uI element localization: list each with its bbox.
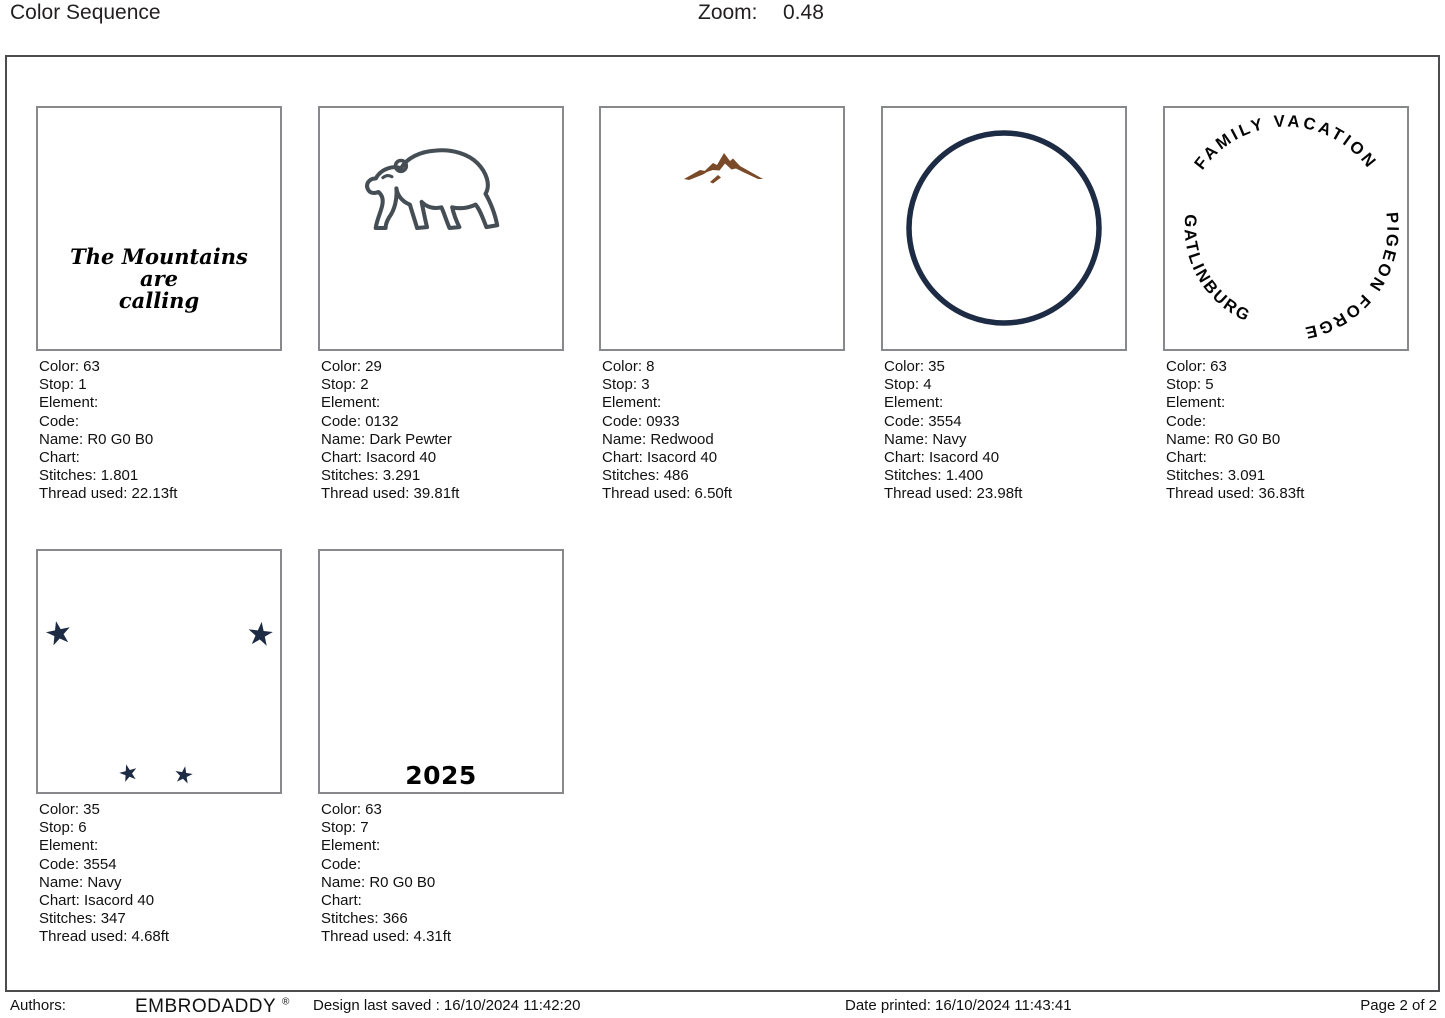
detail-line: Color: 35 (884, 358, 945, 375)
svg-text:FAMILY VACATION (1190, 111, 1381, 173)
detail-line: Code: (321, 855, 362, 873)
thumbnail-stop-7 (318, 549, 564, 794)
year-text-art: 2025 (405, 761, 477, 790)
thumbnail-stop-6 (36, 549, 282, 794)
ring-text-right: PIGEON FORGE (1301, 211, 1403, 343)
detail-line: Thread used: 39.81ft (321, 485, 460, 503)
detail-line: Chart: (39, 449, 80, 467)
script-line-1: The Mountains (70, 244, 248, 269)
brand-text: EMBRODADDY (135, 996, 277, 1017)
detail-line: Stop: 5 (1166, 376, 1214, 394)
detail-line: Code: 0132 (321, 412, 399, 430)
detail-line: Stop: 6 (39, 819, 87, 837)
detail-line: Color: 35 (39, 801, 100, 818)
ring-text-top: FAMILY VACATION (1190, 111, 1382, 174)
detail-line: Chart: Isacord 40 (39, 892, 155, 910)
circular-text-art (1165, 108, 1407, 349)
detail-line: Stitches: 1.400 (884, 467, 984, 485)
thumbnail-stop-1 (36, 106, 282, 351)
detail-line: Stop: 3 (602, 376, 650, 394)
detail-line: Stitches: 3.091 (1166, 467, 1266, 485)
detail-line: Element: (39, 394, 99, 412)
star-icon (174, 765, 194, 784)
zoom-label: Zoom: (698, 1, 758, 24)
script-line-2: are (139, 266, 179, 291)
detail-line: Thread used: 36.83ft (1166, 485, 1305, 503)
thumbnail-stop-2 (318, 106, 564, 351)
detail-line: Code: 3554 (39, 855, 117, 873)
mountain-ridge-icon (683, 150, 765, 192)
detail-line: Stop: 1 (39, 376, 87, 394)
detail-line: Color: 63 (321, 801, 382, 818)
detail-line: Chart: (1166, 449, 1207, 467)
color-details-5 (1166, 358, 1442, 504)
page-indicator: Page 2 of 2 (1360, 997, 1437, 1014)
detail-line: Name: R0 G0 B0 (321, 873, 436, 891)
authors-label: Authors: (10, 997, 66, 1014)
star-icon (247, 621, 274, 647)
detail-line: Thread used: 4.31ft (321, 928, 452, 946)
detail-line: Chart: Isacord 40 (602, 449, 718, 467)
thumbnail-stop-3 (599, 106, 845, 351)
detail-line: Element: (1166, 394, 1226, 412)
star-icon (118, 762, 139, 783)
detail-line: Code: 3554 (884, 412, 962, 430)
detail-line: Chart: Isacord 40 (884, 449, 1000, 467)
detail-line: Color: 63 (1166, 358, 1227, 375)
detail-line: Thread used: 6.50ft (602, 485, 733, 503)
color-details-2 (321, 358, 597, 504)
color-details-3 (602, 358, 878, 504)
design-last-saved: Design last saved : 16/10/2024 11:42:20 (313, 997, 581, 1014)
detail-line: Element: (602, 394, 662, 412)
stars-art (38, 551, 280, 792)
zoom-value: 0.48 (783, 1, 824, 24)
registered-mark: ® (281, 996, 290, 1008)
detail-line: Element: (321, 837, 381, 855)
detail-line: Stitches: 486 (602, 467, 689, 485)
color-details-1 (39, 358, 315, 504)
color-details-4 (884, 358, 1160, 504)
detail-line: Thread used: 4.68ft (39, 928, 170, 946)
detail-line: Name: Navy (39, 873, 122, 891)
detail-line: Chart: (321, 892, 362, 910)
ring-text-left: GATLINBURG (1180, 213, 1255, 326)
detail-line: Stop: 4 (884, 376, 932, 394)
detail-line: Stop: 7 (321, 819, 369, 837)
detail-line: Stitches: 3.291 (321, 467, 421, 485)
detail-line: Element: (39, 837, 99, 855)
detail-line: Code: (1166, 412, 1207, 430)
detail-line: Color: 8 (602, 358, 655, 375)
detail-line: Name: R0 G0 B0 (39, 430, 154, 448)
stitched-circle-icon (883, 108, 1125, 349)
detail-line: Code: 0933 (602, 412, 680, 430)
thumbnail-stop-4 (881, 106, 1127, 351)
script-text-art (38, 246, 280, 312)
brand-name (135, 996, 290, 1018)
svg-text:PIGEON FORGE (1302, 211, 1403, 342)
page-title: Color Sequence (10, 1, 161, 24)
bear-outline-icon (355, 138, 535, 255)
detail-line: Chart: Isacord 40 (321, 449, 437, 467)
detail-line: Stitches: 366 (321, 910, 408, 928)
detail-line: Stop: 2 (321, 376, 369, 394)
detail-line: Stitches: 1.801 (39, 467, 139, 485)
detail-line: Color: 63 (39, 358, 100, 375)
color-sequence-frame (5, 55, 1440, 992)
detail-line: Element: (884, 394, 944, 412)
star-icon (44, 619, 73, 647)
detail-line: Name: R0 G0 B0 (1166, 430, 1281, 448)
script-line-3: calling (118, 288, 200, 313)
date-printed: Date printed: 16/10/2024 11:43:41 (845, 997, 1072, 1014)
detail-line: Name: Dark Pewter (321, 430, 452, 448)
detail-line: Thread used: 23.98ft (884, 485, 1023, 503)
thumbnail-stop-5 (1163, 106, 1409, 351)
detail-line: Thread used: 22.13ft (39, 485, 178, 503)
svg-text:GATLINBURG (1180, 214, 1254, 326)
detail-line: Name: Redwood (602, 430, 714, 448)
color-details-6 (39, 801, 315, 947)
detail-line: Stitches: 347 (39, 910, 126, 928)
detail-line: Color: 29 (321, 358, 382, 375)
detail-line: Element: (321, 394, 381, 412)
color-details-7 (321, 801, 597, 947)
detail-line: Code: (39, 412, 80, 430)
detail-line: Name: Navy (884, 430, 967, 448)
